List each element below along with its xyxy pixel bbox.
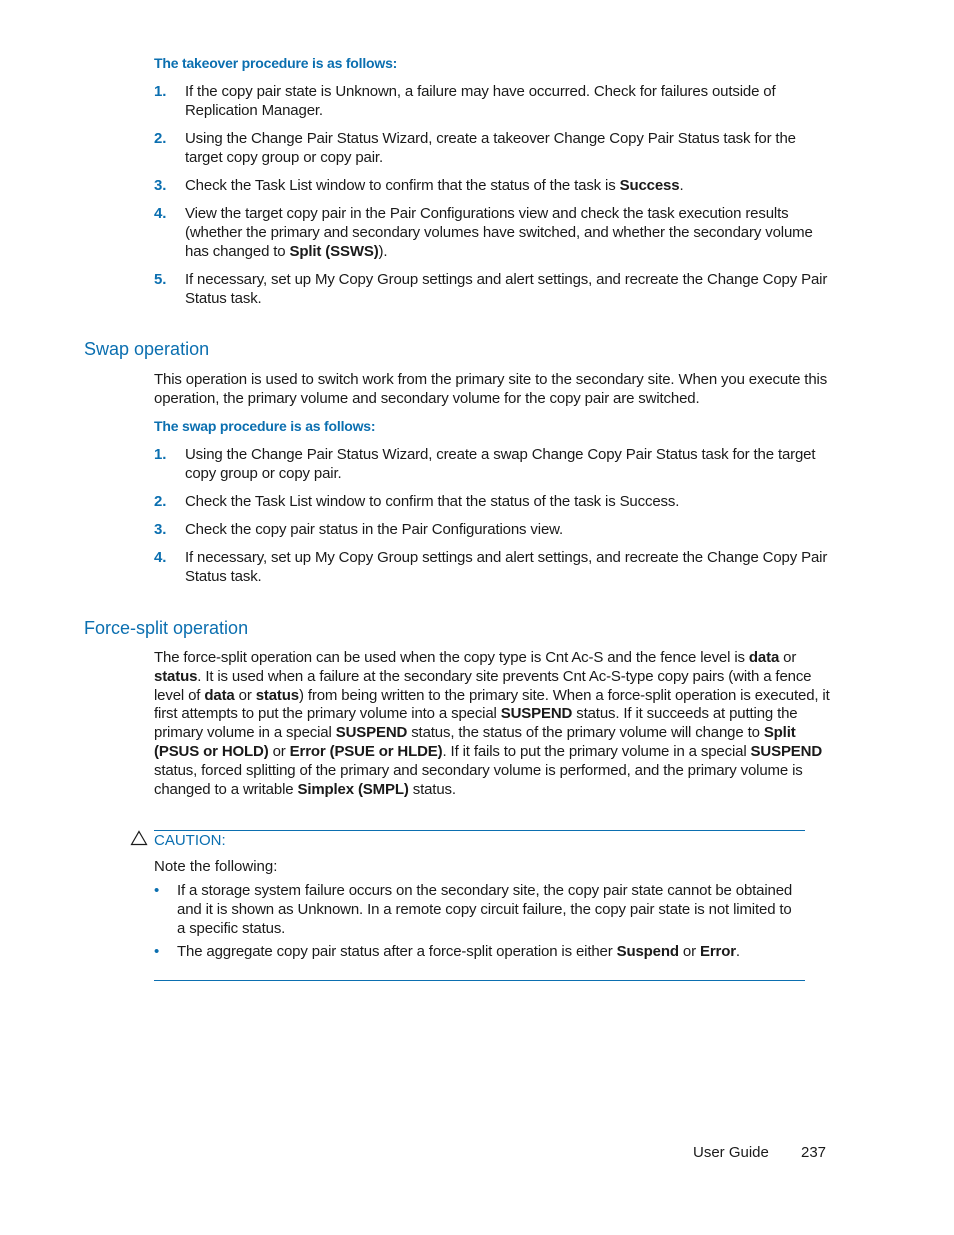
bold-term: Error (PSUE or HLDE) xyxy=(289,742,443,760)
bold-term: Simplex (SMPL) xyxy=(297,780,409,798)
text-run: . It is used when a failure at the secondary site prevents Cnt Ac-S-type copy pairs (with a fence level of xyxy=(154,667,812,704)
step-number: 3. xyxy=(154,177,167,194)
step-number: 5. xyxy=(154,271,167,288)
bold-term: Error xyxy=(699,943,736,960)
text-run: ). xyxy=(378,243,388,260)
text-run: The force-split operation can be used when the copy type is Cnt Ac-S and the fence level is xyxy=(154,649,749,666)
caution-label: CAUTION: xyxy=(154,832,226,849)
text-run: View the target copy pair in the Pair Configurations view and check the task execution results (whether the primary and secondary volumes have switched, and whether the secondary volume has changed to xyxy=(185,205,813,260)
step-item xyxy=(154,204,834,261)
text-run: . xyxy=(679,177,684,194)
footer-page-number: 237 xyxy=(801,1144,827,1161)
bullet-item xyxy=(154,942,794,961)
step-item xyxy=(154,176,834,195)
text-run: . xyxy=(735,943,740,960)
force-split-paragraph xyxy=(154,649,832,799)
caution-note: Note the following: xyxy=(154,858,278,875)
text-run: The aggregate copy pair status after a force-split operation is either xyxy=(177,943,617,960)
bullet-icon: • xyxy=(154,943,160,960)
caution-bottom-rule xyxy=(154,980,805,981)
bold-term: SUSPEND xyxy=(335,724,408,742)
text-run: Using the Change Pair Status Wizard, create a takeover Change Copy Pair Status task for the target copy group or copy pair. xyxy=(185,130,796,166)
text-run: or xyxy=(234,686,256,704)
caution-top-rule xyxy=(154,830,805,831)
footer-guide-label: User Guide xyxy=(693,1144,769,1161)
bullet-icon: • xyxy=(154,882,160,899)
text-run: or xyxy=(779,649,797,666)
swap-operation-title: Swap operation xyxy=(84,339,210,359)
bold-term: Split (PSUS or HOLD) xyxy=(154,724,796,760)
step-number: 3. xyxy=(154,521,167,538)
step-item xyxy=(154,492,834,511)
bold-term: data xyxy=(748,649,780,666)
swap-procedure-heading: The swap procedure is as follows: xyxy=(154,418,376,434)
text-run: status. If it succeeds at putting the primary volume in a special xyxy=(154,705,798,742)
caution-bullet-list xyxy=(154,881,794,965)
bold-term: Success xyxy=(619,177,680,194)
text-run: Using the Change Pair Status Wizard, create a swap Change Copy Pair Status task for the target copy group or copy pair. xyxy=(185,446,816,482)
step-item xyxy=(154,520,834,539)
step-number: 4. xyxy=(154,549,167,566)
bold-term: status xyxy=(255,686,299,704)
warning-triangle-icon xyxy=(130,830,148,846)
text-run: If necessary, set up My Copy Group settings and alert settings, and recreate the Change Copy Pair Status task. xyxy=(185,271,828,307)
step-number: 1. xyxy=(154,83,167,100)
text-run: ) from being written to the primary site. When a force-split operation is executed, it first attempts to put the primary volume into a special xyxy=(154,686,830,723)
text-run: . If it fails to put the primary volume in a special xyxy=(442,742,751,760)
step-item xyxy=(154,270,834,308)
swap-steps-list xyxy=(154,445,834,595)
bullet-item xyxy=(154,881,794,938)
takeover-procedure-heading: The takeover procedure is as follows: xyxy=(154,55,398,71)
takeover-steps-list xyxy=(154,82,834,317)
bold-term: Suspend xyxy=(616,943,679,960)
text-run: If a storage system failure occurs on the secondary site, the copy pair state cannot be obtained and it is shown as Unknown. In a remote copy circuit failure, the copy pair state is not limited to a specific status. xyxy=(177,882,793,937)
swap-intro-paragraph: This operation is used to switch work from the primary site to the secondary site. When you execute this operation, the primary volume and secondary volume for the copy pair are switched. xyxy=(154,371,828,407)
text-run: status, the status of the primary volume will change to xyxy=(407,724,764,742)
bold-term: SUSPEND xyxy=(500,705,573,723)
force-split-operation-title: Force-split operation xyxy=(84,618,249,638)
text-run: status. xyxy=(408,780,456,798)
bold-term: data xyxy=(204,686,235,704)
text-run: or xyxy=(268,742,290,760)
text-run: Check the Task List window to confirm that the status of the task is Success. xyxy=(185,493,680,510)
text-run: If necessary, set up My Copy Group settings and alert settings, and recreate the Change Copy Pair Status task. xyxy=(185,549,828,585)
step-number: 2. xyxy=(154,493,167,510)
step-number: 1. xyxy=(154,446,167,463)
step-item xyxy=(154,129,834,167)
bold-term: status xyxy=(154,667,198,685)
text-run: or xyxy=(678,943,700,960)
text-run: Check the Task List window to confirm that the status of the task is xyxy=(185,177,620,194)
step-number: 2. xyxy=(154,130,167,147)
text-run: status, forced splitting of the primary and secondary volume is performed, and the primary volume is changed to a writable xyxy=(154,761,803,798)
text-run: If the copy pair state is Unknown, a failure may have occurred. Check for failures outside of Replication Manager. xyxy=(185,83,776,119)
bold-term: Split (SSWS) xyxy=(289,243,379,260)
step-item xyxy=(154,82,834,120)
text-run: Check the copy pair status in the Pair Configurations view. xyxy=(185,521,564,538)
step-number: 4. xyxy=(154,205,167,222)
step-item xyxy=(154,445,834,483)
step-item xyxy=(154,548,834,586)
bold-term: SUSPEND xyxy=(750,742,823,760)
